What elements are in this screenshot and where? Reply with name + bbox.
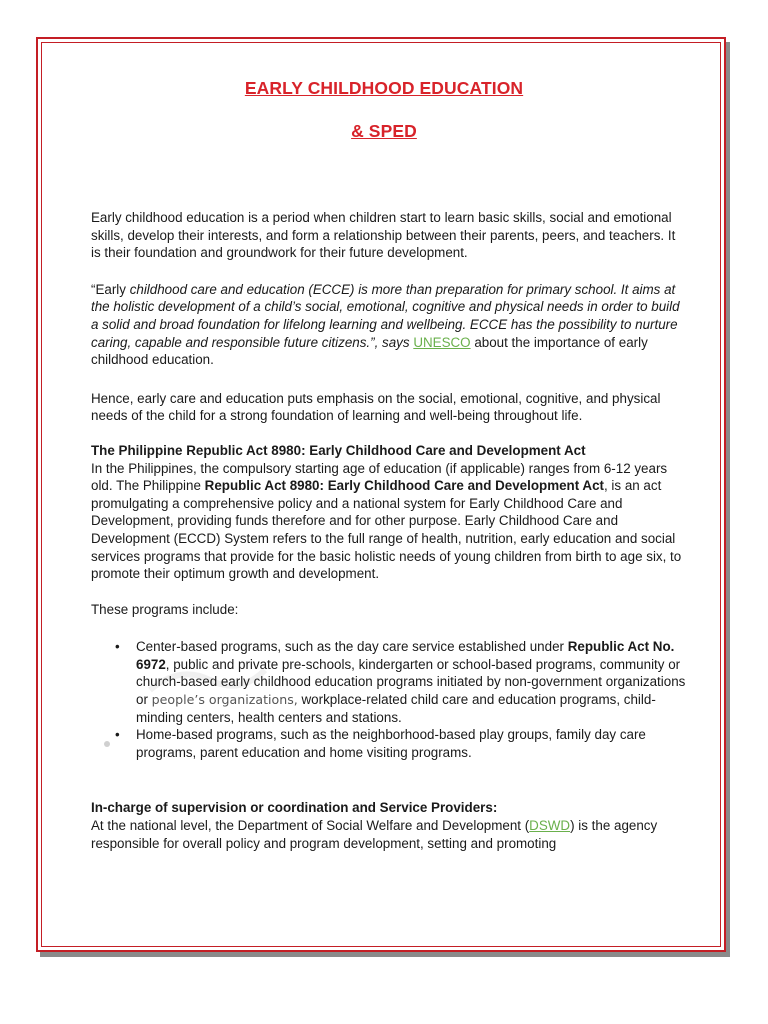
ph-act-heading: The Philippine Republic Act 8980: Early Childhood Care and Development Act (91, 442, 586, 458)
hence-paragraph: Hence, early care and education puts emphasis on the social, emotional, cognitive, and physical needs of the child for a strong foundation of learning and well-being throughout life. (91, 390, 661, 424)
program-1-text-3: workplace-related child care and education programs, child-minding centers, health centers and stations. (136, 692, 656, 725)
list-item (91, 726, 687, 761)
ph-act-bold: Republic Act 8980: Early Childhood Care and Development Act (204, 478, 604, 494)
list-item (91, 638, 687, 726)
incharge-heading: In-charge of supervision or coordination and Service Providers: (91, 800, 498, 816)
unesco-link[interactable]: UNESCO (413, 334, 471, 350)
program-1-text-2: , public and private pre-schools, kindergarten or school-based programs, community or church-based early childhood education programs initiated by non-government organizations or (136, 656, 686, 708)
dswd-link[interactable]: DSWD (529, 818, 571, 834)
bullet-icon: • (115, 727, 120, 743)
program-1-bold: Republic Act No. 6972 (136, 639, 675, 672)
quote-text: childhood care and education (ECCE) is more than preparation for primary school. It aims at the holistic development of a child’s social, emotional, cognitive and physical needs in order to build a solid and broad foundation for lifelong learning and wellbeing. ECCE has the possibility to nurture caring, capable and responsible future citizens.”, says (91, 281, 680, 350)
program-2-text: Home-based programs, such as the neighborhood-based play groups, family day care programs, parent education and home visiting programs. (136, 727, 646, 760)
ph-act-text-2: , is an act promulgating a comprehensive policy and a national system for Early Childhood Care and Development, providing funds therefore and for other purpose. Early Childhood Care and Development (ECCD) System refers to the full range of health, nutrition, early education and social services programs that provide for the basic holistic needs of young children from birth to age six, to promote their optimum growth and development. (91, 478, 682, 582)
unesco-quote-paragraph (91, 281, 687, 369)
quote-open: “Early (91, 281, 126, 297)
incharge-text-2: ) is the agency responsible for overall policy and program development, setting and promoting (91, 818, 658, 851)
document-subtitle: & SPED (351, 121, 417, 141)
ph-act-text-1: In the Philippines, the compulsory starting age of education (if applicable) ranges from 6-12 years old. The Philippine (91, 460, 668, 494)
incharge-paragraph (91, 817, 687, 852)
document-body (91, 209, 687, 852)
programs-list (91, 638, 687, 761)
program-1-text-1: Center-based programs, such as the day care service established under (136, 639, 568, 655)
section-spacer (91, 761, 687, 799)
incharge-text-1: At the national level, the Department of Social Welfare and Development ( (91, 818, 530, 834)
quote-after: about the importance of early childhood education. (91, 334, 648, 368)
document-title: EARLY CHILDHOOD EDUCATION (244, 78, 524, 98)
bullet-icon: • (115, 639, 120, 655)
programs-intro: These programs include: (91, 601, 239, 617)
program-1-small: people’s organizations, (151, 692, 298, 708)
ph-act-paragraph (91, 460, 687, 583)
intro-paragraph: Early childhood education is a period when children start to learn basic skills, social and emotional skills, develop their interests, and form a relationship between their parents, peers, and teachers. It is their foundation and groundwork for their future development. (91, 210, 676, 261)
